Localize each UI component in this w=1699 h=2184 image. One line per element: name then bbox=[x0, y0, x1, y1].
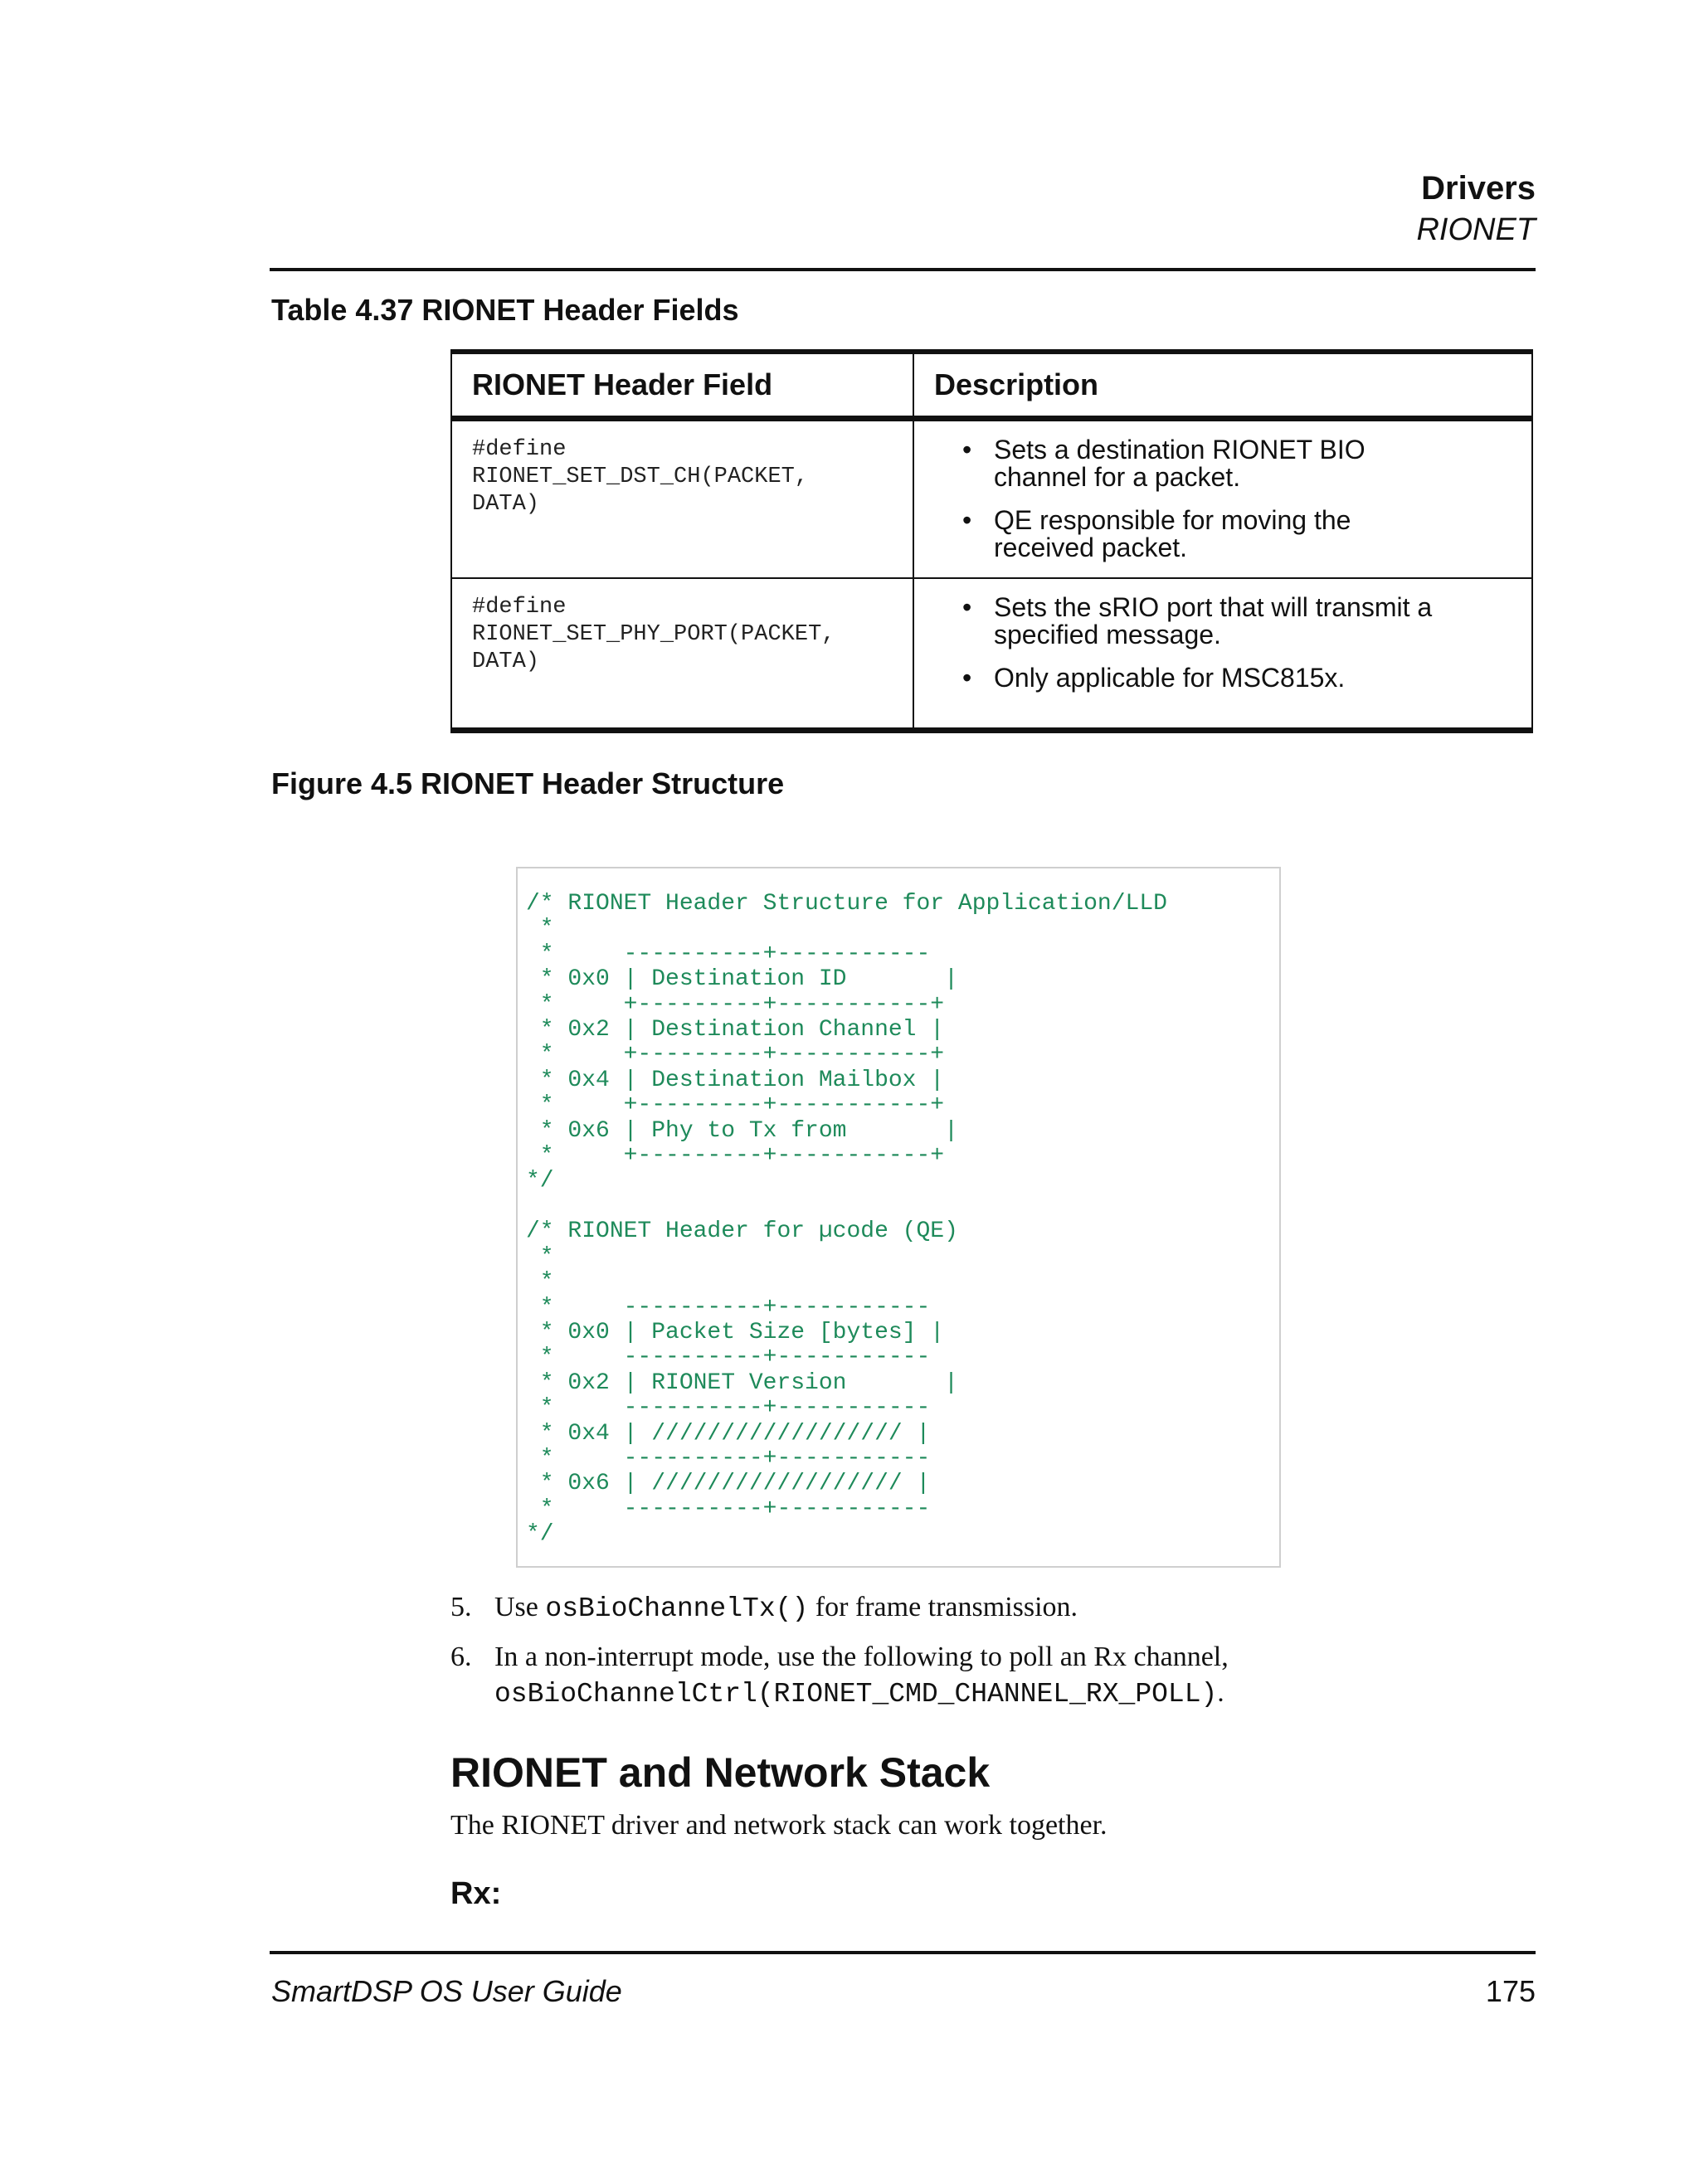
field-define: #define RIONET_SET_PHY_PORT(PACKET, DATA) bbox=[472, 595, 835, 674]
field-define: #define RIONET_SET_DST_CH(PACKET, DATA) bbox=[472, 437, 809, 517]
table-header-row bbox=[451, 352, 1532, 419]
step-number: 6. bbox=[450, 1642, 472, 1672]
header-fields-table bbox=[450, 349, 1533, 733]
column-header-field: RIONET Header Field bbox=[451, 352, 913, 419]
step-text: Use bbox=[494, 1592, 546, 1622]
table-caption: Table 4.37 RIONET Header Fields bbox=[271, 293, 739, 327]
figure-caption: Figure 4.5 RIONET Header Structure bbox=[271, 766, 785, 800]
section-paragraph: The RIONET driver and network stack can work together. bbox=[450, 1810, 1108, 1841]
code-figure bbox=[516, 867, 1281, 1568]
page-number: 175 bbox=[1485, 1974, 1536, 2008]
description-bullet: • QE responsible for moving the received packet. bbox=[994, 507, 1392, 562]
step-text: . bbox=[1217, 1678, 1224, 1708]
code-listing: /* RIONET Header Structure for Application/LLD * * ----------+----------- * 0x0 | Destination ID | * +---------+-----------+ * 0x2 | Destination Channel | * +---------+-----------+ * 0x4 | Destination Mailbox | * +---------+-----------+ * 0x6 | Phy to Tx from | * +---------+-----------+ */ /* RIONET Header for µcode (QE) * * * ----------+----------- * 0x0 | Packet Size [bytes] | * ----------+----------- * 0x2 | RIONET Version | * ----------+----------- * 0x4 | ////////////////// | * ----------+----------- * 0x6 | ////////////////// | * ----------+----------- */ bbox=[526, 891, 1167, 1548]
description-bullet: • Only applicable for MSC815x. bbox=[994, 664, 1512, 692]
description-bullet: • Sets the sRIO port that will transmit a specified message. bbox=[994, 594, 1475, 649]
footer-rule bbox=[270, 1951, 1536, 1954]
step-continuation bbox=[494, 1678, 1224, 1710]
step-number: 5. bbox=[450, 1592, 472, 1622]
footer-guide-title: SmartDSP OS User Guide bbox=[271, 1974, 622, 2008]
step-text: for frame transmission. bbox=[808, 1592, 1078, 1622]
step-code: osBioChannelTx() bbox=[545, 1593, 809, 1624]
header-rule bbox=[270, 268, 1536, 271]
running-header-subtitle: RIONET bbox=[1416, 212, 1536, 247]
subsection-heading: Rx: bbox=[450, 1876, 502, 1911]
description-bullet: • Sets a destination RIONET BIO channel for a packet. bbox=[994, 436, 1425, 491]
table-row bbox=[451, 419, 1532, 579]
step-code: osBioChannelCtrl(RIONET_CMD_CHANNEL_RX_POLL) bbox=[494, 1679, 1218, 1710]
section-heading: RIONET and Network Stack bbox=[450, 1749, 991, 1796]
running-header-title: Drivers bbox=[1421, 170, 1536, 207]
table-row bbox=[451, 578, 1532, 731]
step-text: In a non-interrupt mode, use the following to poll an Rx channel, bbox=[494, 1642, 1229, 1672]
column-header-description: Description bbox=[913, 352, 1532, 419]
